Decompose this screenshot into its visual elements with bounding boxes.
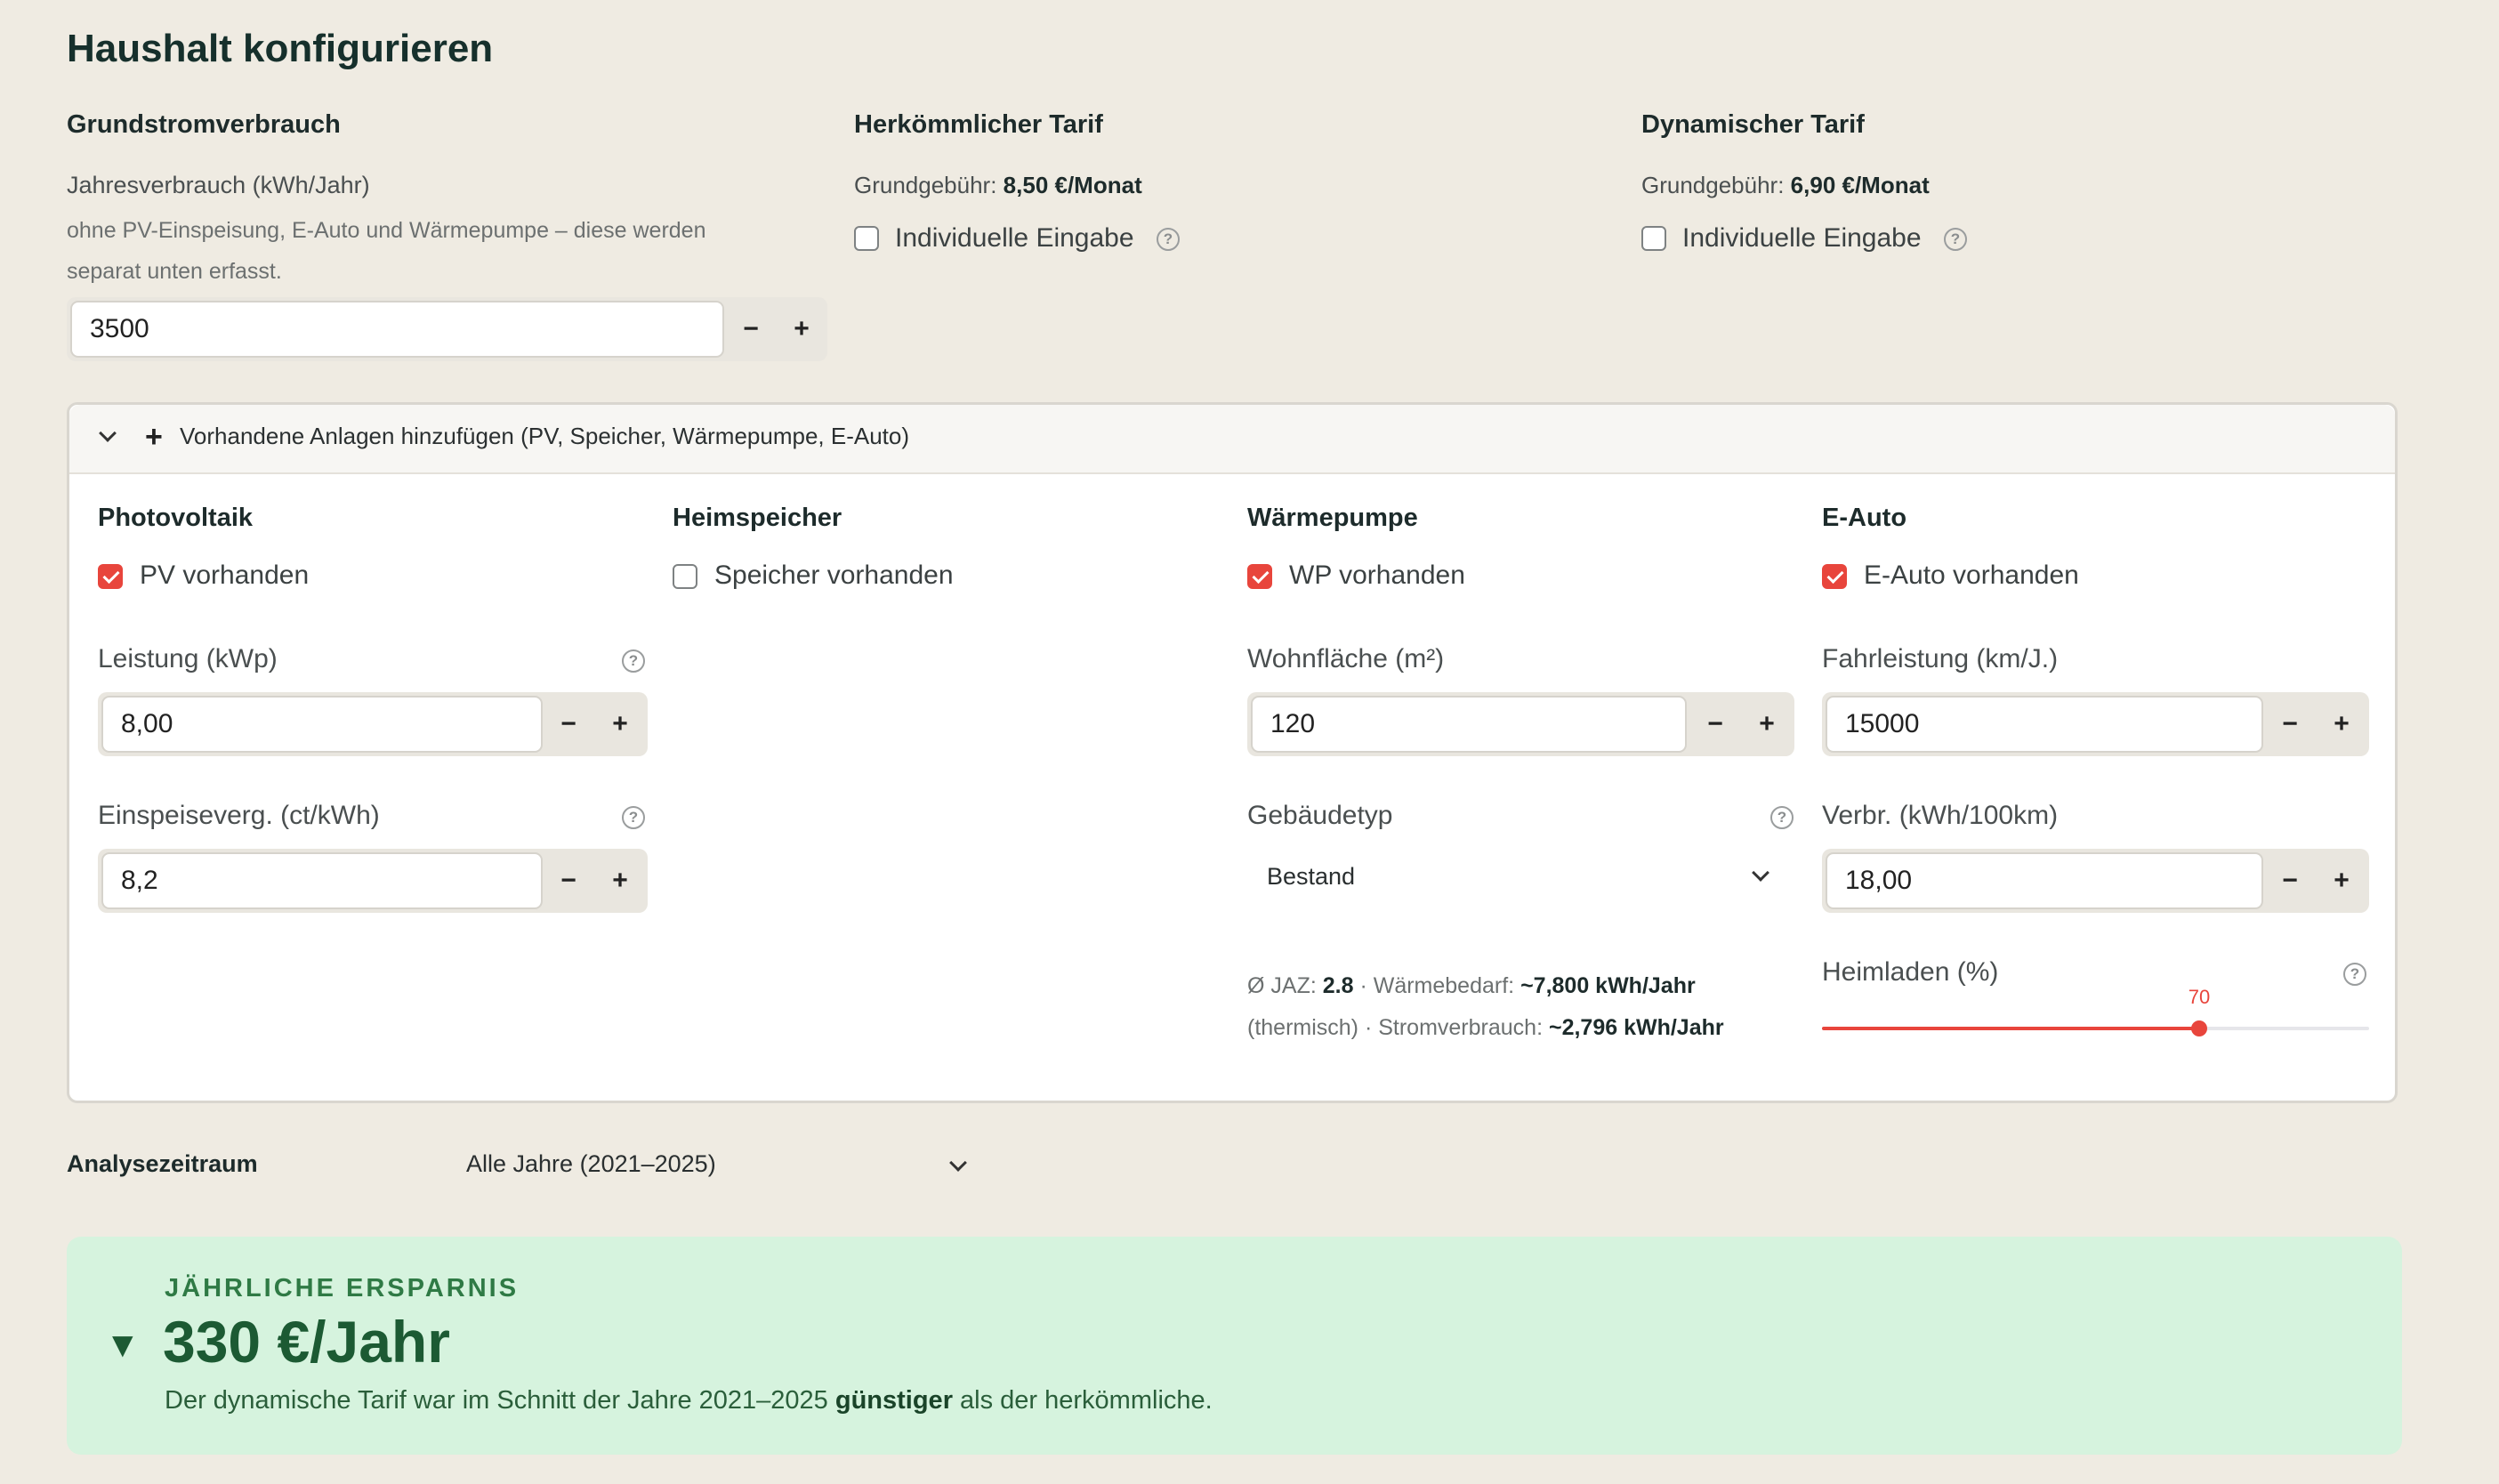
savings-text-strong: günstiger: [834, 1386, 953, 1415]
storage-checkbox[interactable]: [673, 564, 697, 589]
dynamic-custom-checkbox[interactable]: [1641, 226, 1666, 251]
savings-amount: 330 €/Jahr: [163, 1309, 450, 1375]
heatpump-checkbox[interactable]: [1247, 564, 1272, 589]
chevron-down-icon: [949, 1154, 967, 1172]
consumption-input[interactable]: 18,00: [1826, 852, 2263, 909]
question-circle-icon[interactable]: ?: [1944, 228, 1967, 251]
heatpump-checkbox-label: WP vorhanden: [1289, 561, 1465, 590]
question-circle-icon[interactable]: ?: [622, 649, 645, 673]
dynamic-custom-label: Individuelle Eingabe: [1682, 223, 1922, 253]
pv-feed-input[interactable]: 8,2: [101, 852, 543, 909]
decrement-button[interactable]: −: [560, 709, 576, 738]
pv-power-stepper: [98, 692, 648, 756]
pv-checkbox[interactable]: [98, 564, 123, 589]
storage-title: Heimspeicher: [673, 504, 842, 532]
building-type-value: Bestand: [1267, 863, 1356, 890]
increment-button[interactable]: +: [1759, 709, 1775, 738]
home-charging-label: Heimladen (%): [1822, 957, 1999, 987]
building-type-label: Gebäudetyp: [1247, 801, 1393, 830]
increment-button[interactable]: +: [612, 866, 628, 895]
savings-description: [165, 1386, 1213, 1415]
annual-consumption-stepper: [67, 297, 827, 361]
arrow-down-icon: ▼: [105, 1326, 141, 1365]
decrement-button[interactable]: −: [1707, 709, 1723, 738]
pv-power-input[interactable]: 8,00: [101, 696, 543, 753]
standard-custom-label: Individuelle Eingabe: [895, 223, 1134, 253]
pv-title: Photovoltaik: [98, 504, 254, 532]
standard-custom-checkbox[interactable]: [854, 226, 879, 251]
decrement-button[interactable]: −: [2282, 709, 2298, 738]
pv-feed-label: Einspeiseverg. (ct/kWh): [98, 801, 380, 830]
pv-feed-stepper: [98, 849, 648, 913]
question-circle-icon[interactable]: ?: [2343, 963, 2366, 986]
savings-card: [67, 1237, 2402, 1455]
analysis-period-value: Alle Jahre (2021–2025): [466, 1150, 716, 1177]
question-circle-icon[interactable]: ?: [622, 806, 645, 829]
fee-value: 6,90 €/Monat: [1790, 172, 1930, 198]
consumption-label: Verbr. (kWh/100km): [1822, 801, 2059, 830]
ev-title: E-Auto: [1822, 504, 1907, 532]
heatpump-title: Wärmepumpe: [1247, 504, 1418, 532]
hint-line-1: ohne PV-Einspeisung, E-Auto und Wärmepumpe – diese werden: [67, 218, 706, 243]
fee-value: 8,50 €/Monat: [1003, 172, 1142, 198]
jaz-label: Ø JAZ:: [1247, 973, 1323, 998]
power-consumption-value: ~2,796 kWh/Jahr: [1548, 1015, 1724, 1040]
analysis-period-label: Analysezeitraum: [67, 1150, 258, 1177]
dynamic-tariff-title: Dynamischer Tarif: [1641, 110, 1865, 139]
analysis-period-select[interactable]: [454, 1139, 979, 1192]
dynamic-tariff-fee: [1641, 172, 1930, 199]
ev-checkbox[interactable]: [1822, 564, 1847, 589]
heat-demand-value: ~7,800 kWh/Jahr: [1520, 973, 1696, 998]
storage-checkbox-label: Speicher vorhanden: [714, 561, 954, 590]
savings-heading: JÄHRLICHE ERSPARNIS: [165, 1274, 520, 1303]
building-type-select[interactable]: [1247, 854, 1781, 899]
jaz-value: 2.8: [1322, 973, 1354, 998]
fee-label: Grundgebühr:: [854, 172, 1004, 198]
slider-fill: [1822, 1027, 2199, 1030]
heat-demand-label: · Wärmebedarf:: [1353, 973, 1521, 998]
annual-consumption-hint: [67, 209, 705, 293]
annual-consumption-input[interactable]: 3500: [70, 301, 724, 358]
chevron-down-icon: [1752, 864, 1769, 882]
standard-tariff-title: Herkömmlicher Tarif: [854, 110, 1103, 139]
mileage-stepper: [1822, 692, 2369, 756]
consumption-stepper: [1822, 849, 2369, 913]
base-consumption-title: Grundstromverbrauch: [67, 110, 341, 139]
pv-checkbox-label: PV vorhanden: [140, 561, 310, 590]
ev-checkbox-label: E-Auto vorhanden: [1864, 561, 2079, 590]
slider-thumb[interactable]: [2191, 1020, 2207, 1036]
standard-tariff-fee: [854, 172, 1142, 199]
mileage-label: Fahrleistung (km/J.): [1822, 644, 2059, 673]
question-circle-icon[interactable]: ?: [1770, 806, 1794, 829]
savings-text-after: als der herkömmliche.: [952, 1386, 1213, 1415]
page-title: Haushalt konfigurieren: [67, 27, 494, 70]
thermal-label: (thermisch) · Stromverbrauch:: [1247, 1015, 1549, 1040]
decrement-button[interactable]: −: [743, 314, 759, 343]
chevron-down-icon[interactable]: [99, 424, 117, 442]
decrement-button[interactable]: −: [560, 866, 576, 895]
annual-consumption-label: Jahresverbrauch (kWh/Jahr): [67, 172, 370, 198]
decrement-button[interactable]: −: [2282, 866, 2298, 895]
home-charging-slider[interactable]: [1822, 986, 2369, 1030]
living-area-stepper: [1247, 692, 1794, 756]
slider-value-label: 70: [2188, 986, 2211, 1008]
increment-button[interactable]: +: [794, 314, 810, 343]
plus-icon: +: [145, 420, 163, 454]
hint-line-2: separat unten erfasst.: [67, 259, 282, 284]
increment-button[interactable]: +: [612, 709, 628, 738]
living-area-label: Wohnfläche (m²): [1247, 644, 1445, 673]
savings-text-before: Der dynamische Tarif war im Schnitt der Jahre 2021–2025: [165, 1386, 835, 1415]
question-circle-icon[interactable]: ?: [1157, 228, 1180, 251]
systems-header-label: Vorhandene Anlagen hinzufügen (PV, Speicher, Wärmepumpe, E-Auto): [180, 423, 910, 449]
pv-power-label: Leistung (kWp): [98, 644, 278, 673]
mileage-input[interactable]: 15000: [1826, 696, 2263, 753]
systems-panel-header[interactable]: [69, 405, 2395, 474]
heatpump-info: [1247, 965, 1781, 1049]
increment-button[interactable]: +: [2334, 709, 2350, 738]
increment-button[interactable]: +: [2334, 866, 2350, 895]
living-area-input[interactable]: 120: [1251, 696, 1687, 753]
fee-label: Grundgebühr:: [1641, 172, 1791, 198]
